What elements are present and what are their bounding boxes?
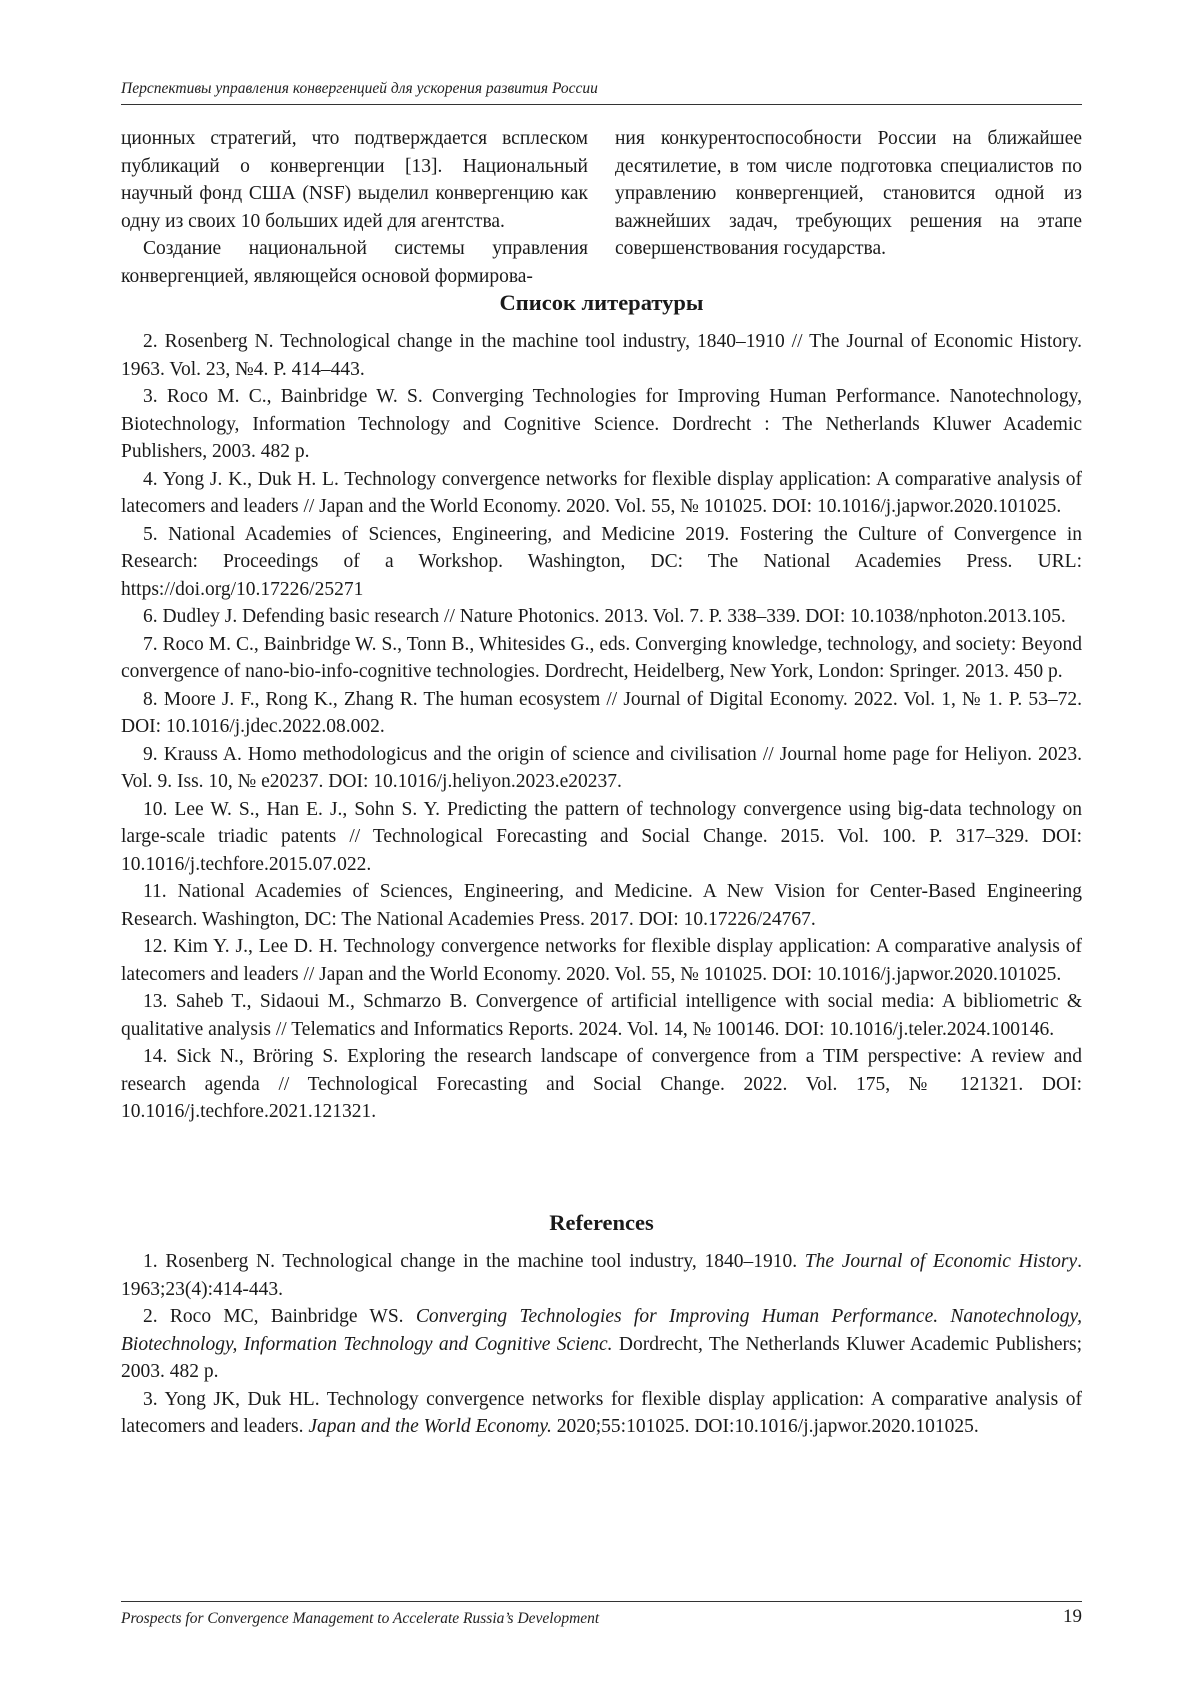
bibliography-item: 14. Sick N., Bröring S. Exploring the research landscape of convergence from a TIM perspective: A review and research agenda // Technological Forecasting and Social Change. 2022. Vol. 175, № 121321. DOI: 10.1016/j.techfore.2021.121321. <box>121 1046 1082 1122</box>
bibliography-item: 3. Roco M. C., Bainbridge W. S. Converging Technologies for Improving Human Performance. Nanotechnology, Biotechnology, Information Technology and Cognitive Science. Dordrecht : The Netherlands Kluwer Academic Publishers, 2003. 482 p. <box>121 386 1082 462</box>
reference-item <box>121 1248 1082 1303</box>
paragraph: ния конкурентоспособности России на ближайшее десятилетие, в том числе подготовка специалистов по управлению конвергенцией, становится одной из важнейших задач, требующих решения на этапе совершенствования государства. <box>615 128 1082 259</box>
references-list <box>121 1248 1082 1441</box>
reference-text: 3. Yong JK, Duk HL. Technology convergence networks for flexible display application: A comparative analysis of latecomers and leaders. <box>121 1388 1082 1437</box>
reference-text: 2020;55:101025. DOI:10.1016/j.japwor.2020.101025. <box>551 1416 979 1437</box>
bibliography-item: 12. Kim Y. J., Lee D. H. Technology convergence networks for flexible display application: A comparative analysis of latecomers and leaders // Japan and the World Economy. 2020. Vol. 55, № 101025. DOI: 10.1016/j.japwor.2020.101025. <box>121 936 1082 985</box>
bibliography-list <box>121 328 1082 1126</box>
reference-item <box>121 1386 1082 1441</box>
bibliography-item: 10. Lee W. S., Han E. J., Sohn S. Y. Predicting the pattern of technology convergence using big-data technology on large-scale triadic patents // Technological Forecasting and Social Change. 2015. Vol. 100. P. 317–329. DOI: 10.1016/j.techfore.2015.07.022. <box>121 798 1082 875</box>
bibliography-item: 4. Yong J. K., Duk H. L. Technology convergence networks for flexible display application: A comparative analysis of latecomers and leaders // Japan and the World Economy. 2020. Vol. 55, № 101025. DOI: 10.1016/j.japwor.2020.101025. <box>121 468 1082 517</box>
bibliography-item: 6. Dudley J. Defending basic research // Nature Photonics. 2013. Vol. 7. P. 338–339. DOI: 10.1038/nphoton.2013.105. <box>143 606 1066 627</box>
page-number: 19 <box>1063 1606 1082 1627</box>
header-rule <box>121 104 1082 105</box>
reference-source: The Journal of Economic History <box>804 1251 1078 1272</box>
bibliography-item: 11. National Academies of Sciences, Engineering, and Medicine. A New Vision for Center-Based Engineering Research. Washington, DC: The National Academies Press. 2017. DOI: 10.17226/24767. <box>121 881 1082 930</box>
paragraph: ционных стратегий, что подтверждается всплеском публикаций о конвергенции [13]. Национальный научный фонд США (NSF) выделил конвергенцию как одну из своих 10 больших идей для агентства. <box>121 128 588 232</box>
bibliography-heading: Список литературы <box>499 290 704 315</box>
running-footer: Prospects for Convergence Management to Accelerate Russia’s Development <box>121 1610 600 1627</box>
running-header: Перспективы управления конвергенцией для ускорения развития России <box>121 80 598 97</box>
reference-text: 1. Rosenberg N. Technological change in the machine tool industry, 1840–1910. <box>143 1251 805 1272</box>
bibliography-item: 5. National Academies of Sciences, Engineering, and Medicine 2019. Fostering the Culture of Convergence in Research: Proceedings of a Workshop. Washington, DC: The National Academies Press. URL: https://doi.org/10.17226/25271 <box>121 523 1082 600</box>
bibliography-item: 7. Roco M. C., Bainbridge W. S., Tonn B., Whitesides G., eds. Converging knowledge, technology, and society: Beyond convergence of nano-bio-info-cognitive technologies. Dordrecht, Heidelberg, New York, London: Springer. 2013. 450 p. <box>121 633 1082 682</box>
reference-source: Japan and the World Economy. <box>308 1416 552 1437</box>
bibliography-item: 8. Moore J. F., Rong K., Zhang R. The human ecosystem // Journal of Digital Economy. 2022. Vol. 1, № 1. P. 53–72. DOI: 10.1016/j.jdec.2022.08.002. <box>121 688 1082 737</box>
bibliography-item: 9. Krauss A. Homo methodologicus and the origin of science and civilisation // Journal home page for Heliyon. 2023. Vol. 9. Iss. 10, № e20237. DOI: 10.1016/j.heliyon.2023.e20237. <box>121 743 1082 792</box>
reference-text: Dordrecht, The Netherlands Kluwer Academic Publishers; 2003. 482 p. <box>121 1333 1083 1382</box>
right-column <box>615 125 1082 290</box>
reference-item <box>121 1303 1082 1386</box>
bibliography-item: 2. Rosenberg N. Technological change in the machine tool industry, 1840–1910 // The Journal of Economic History. 1963. Vol. 23, №4. P. 414–443. <box>121 331 1082 380</box>
reference-source: Converging Technologies for Improving Human Performance. Nanotechnology, Biotechnology, Information Technology and Cognitive Scienc. <box>121 1306 1082 1355</box>
references-heading: References <box>549 1210 654 1235</box>
intro-columns <box>121 125 1082 290</box>
left-column <box>121 125 588 290</box>
reference-text: 2. Roco MC, Bainbridge WS. <box>143 1306 416 1327</box>
bibliography-item: 13. Saheb T., Sidaoui M., Schmarzo B. Convergence of artificial intelligence with social media: A bibliometric & qualitative analysis // Telematics and Informatics Reports. 2024. Vol. 14, № 100146. DOI: 10.1016/j.teler.2024.100146. <box>121 991 1082 1040</box>
reference-text: . 1963;23(4):414-443. <box>121 1251 1082 1300</box>
footer-rule <box>121 1601 1082 1602</box>
paragraph: Создание национальной системы управления конвергенцией, являющейся основой формирова- <box>121 238 588 287</box>
